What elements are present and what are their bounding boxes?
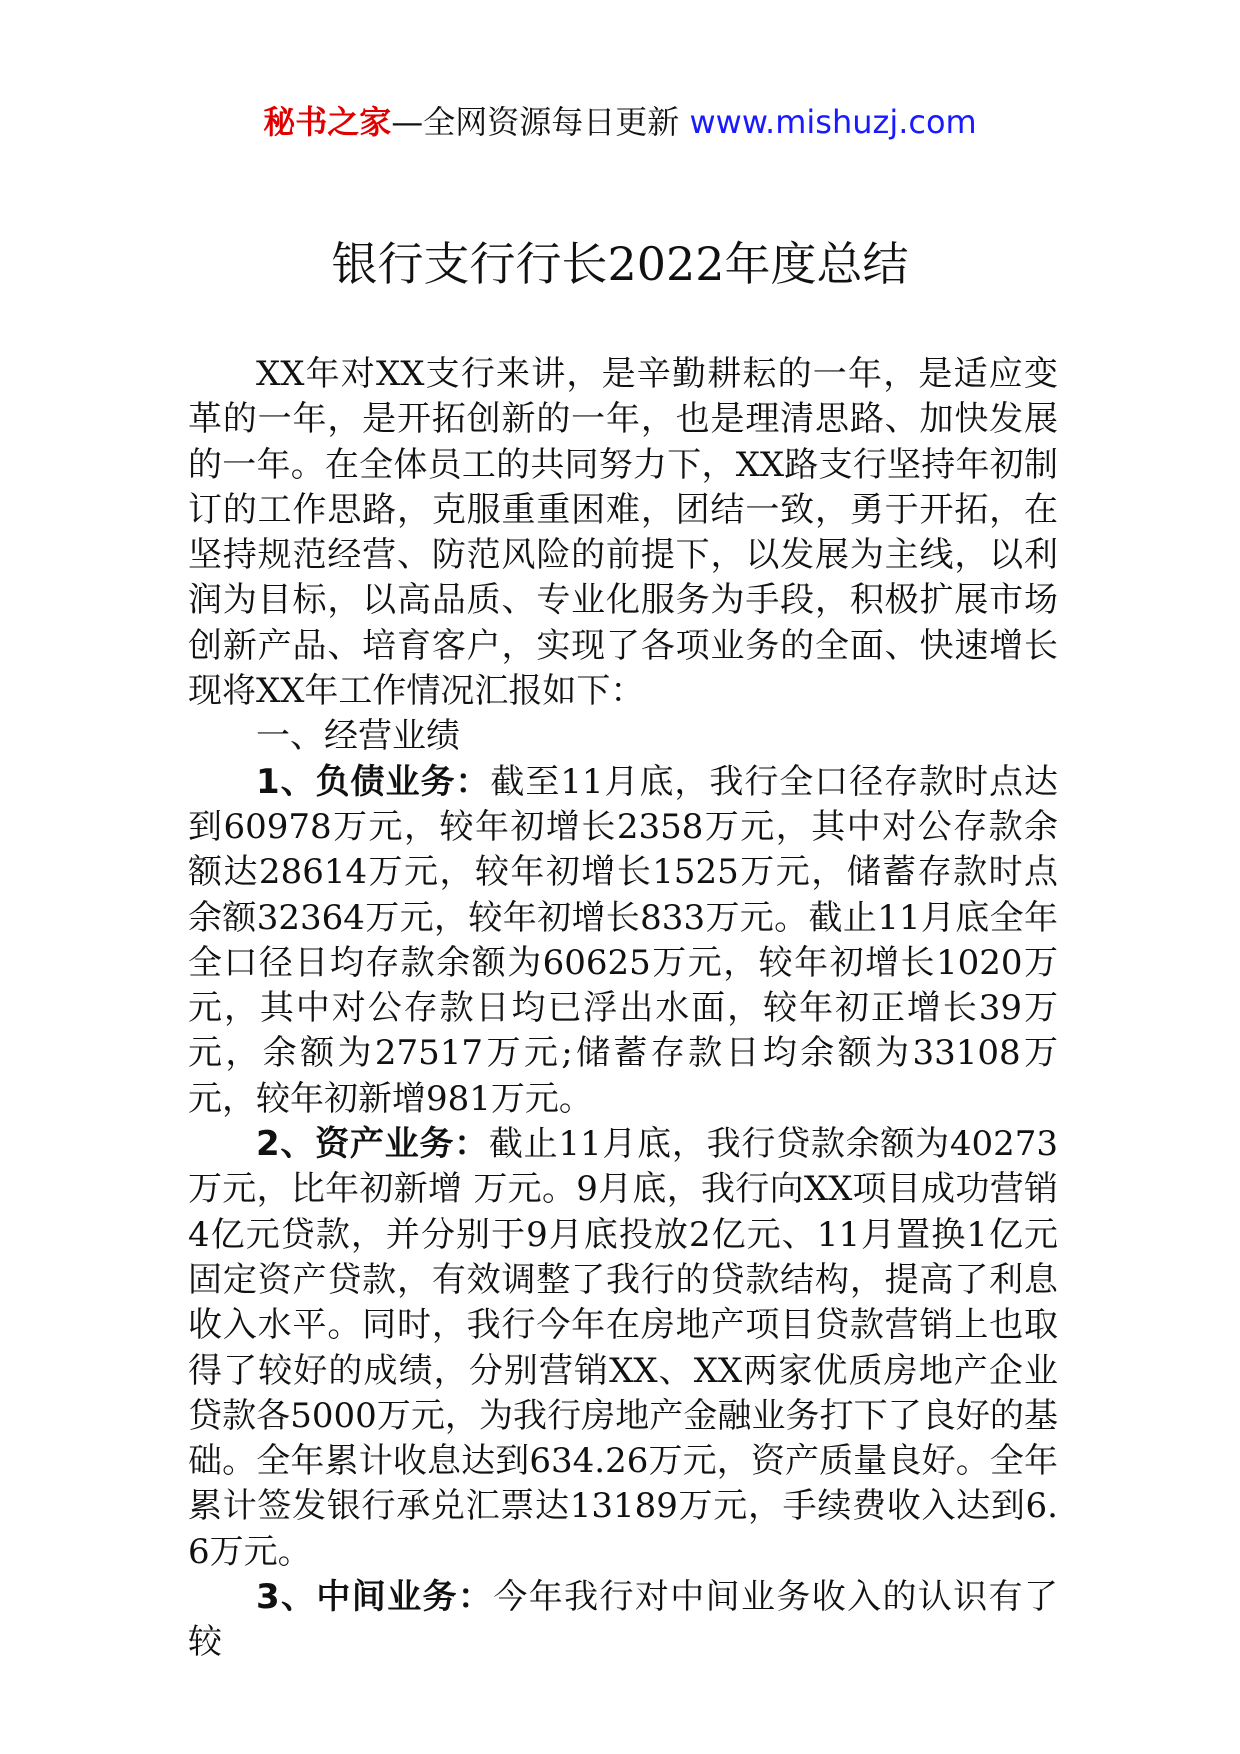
document-body [188,352,1058,1666]
item-label: 1、负债业务： [256,761,491,802]
item-label: 2、资产业务： [256,1124,489,1165]
item-text: 截止11月底，我行贷款余额为40273万元，比年初新增 万元。9月底，我行向XX项目成功营销4亿元贷款，并分别于9月底投放2亿元、11月置换1亿元固定资产贷款，有效调整了我行的贷款结构，提高了利息收入水平。同时，我行今年在房地产项目贷款营销上也取得了较好的成绩，分别营销XX、XX两家优质房地产企业贷款各5000万元，为我行房地产金融业务打下了良好的基础。全年累计收息达到634.26万元，资产质量良好。全年累计签发银行承兑汇票达13189万元，手续费收入达到6.6万元。 [188,1124,1058,1572]
item-text: 截至11月底，我行全口径存款时点达到60978万元，较年初增长2358万元，其中对公存款余额达28614万元，较年初增长1525万元，储蓄存款时点余额32364万元，较年初增长833万元。截止11月底全年全口径日均存款余额为60625万元，较年初增长1020万元，其中对公存款日均已浮出水面，较年初正增长39万元，余额为27517万元;储蓄存款日均余额为33108万元，较年初新增981万元。 [188,761,1058,1119]
site-url-link[interactable]: www.mishuzj.com [689,103,977,141]
section-heading: 一、经营业绩 [256,716,460,757]
site-header [0,100,1240,144]
brand-name: 秘书之家 [263,103,392,141]
header-tagline: —全网资源每日更新 [391,103,680,141]
document-title: 银行支行行长2022年度总结 [331,237,909,291]
item-text: 今年我行对中间业务收入的认识有了较 [188,1577,1058,1663]
item-intermediary [188,1575,1058,1666]
item-label: 3、中间业务： [256,1577,494,1618]
item-assets [188,1122,1058,1575]
intro-paragraph: XX年对XX支行来讲，是辛勤耕耘的一年，是适应变革的一年，是开拓创新的一年，也是理清思路、加快发展的一年。在全体员工的共同努力下，XX路支行坚持年初制订的工作思路，克服重重困难，团结一致，勇于开拓，在坚持规范经营、防范风险的前提下，以发展为主线，以利润为目标，以高品质、专业化服务为手段，积极扩展市场创新产品、培育客户，实现了各项业务的全面、快速增长现将XX年工作情况汇报如下： [188,354,1058,712]
item-liabilities [188,760,1058,1122]
